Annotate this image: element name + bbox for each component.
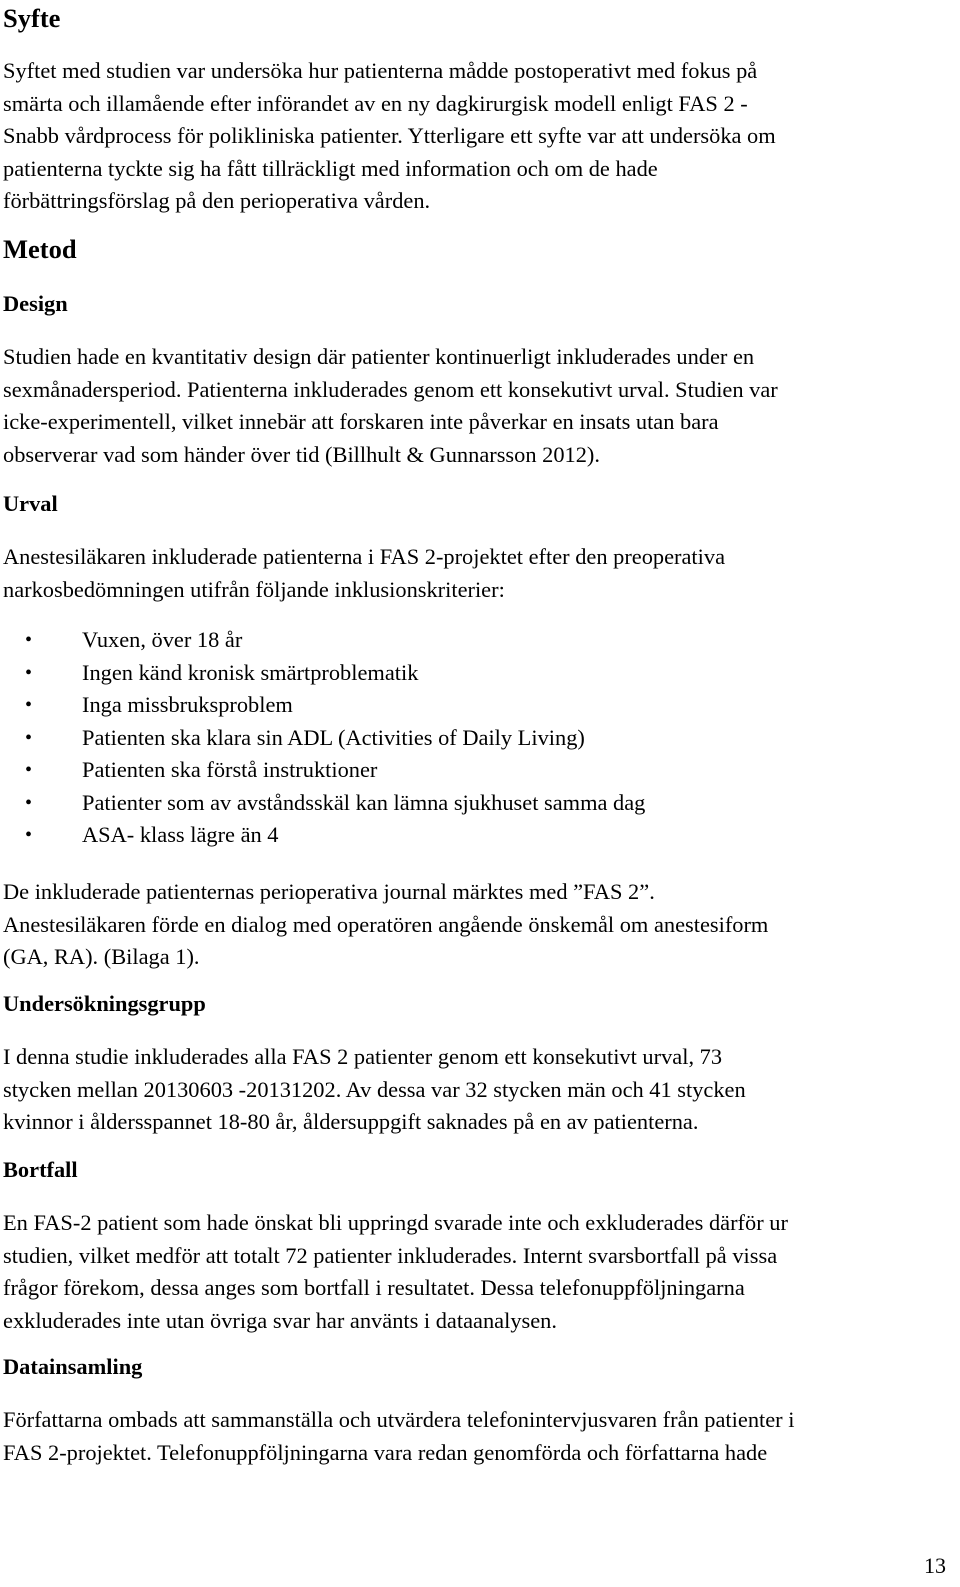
list-item — [3, 689, 953, 722]
text-line: (GA, RA). (Bilaga 1). — [3, 944, 200, 969]
bullet-icon: • — [25, 791, 33, 814]
bullet-icon: • — [25, 726, 33, 749]
text-line: I denna studie inkluderades alla FAS 2 patienter genom ett konsekutivt urval, 73 — [3, 1044, 723, 1069]
text-line: narkosbedömningen utifrån följande inklusionskriterier: — [3, 576, 505, 602]
text-line: icke-experimentell, vilket innebär att forskaren inte påverkar en insats utan bara — [3, 409, 719, 434]
text-line: frågor förekom, dessa anges som bortfall i resultatet. Dessa telefonuppföljningarna — [3, 1275, 745, 1300]
section-heading-metod: Metod — [3, 234, 77, 264]
text-line: sexmånadersperiod. Patienterna inkluderades genom ett konsekutivt urval. Studien var — [3, 376, 778, 402]
paragraph-datainsamling — [3, 1404, 953, 1469]
paragraph-journal — [3, 876, 953, 974]
bullet-icon: • — [25, 661, 33, 684]
paragraph-urval — [3, 541, 953, 606]
list-item — [3, 722, 953, 755]
section-heading-undersokningsgrupp: Undersökningsgrupp — [3, 991, 206, 1016]
text-line: observerar vad som händer över tid (Billhult & Gunnarsson 2012). — [3, 441, 600, 467]
list-item — [3, 819, 953, 852]
text-line: kvinnor i åldersspannet 18-80 år, åldersuppgift saknades på en av patienterna. — [3, 1109, 699, 1134]
paragraph-syfte — [3, 55, 953, 218]
text-line: förbättringsförslag på den perioperativa vården. — [3, 188, 431, 213]
text-line: patienterna tyckte sig ha fått tillräckligt med information och om de hade — [3, 155, 658, 181]
list-item — [3, 624, 953, 657]
text-line: stycken mellan 20130603 -20131202. Av dessa var 32 stycken män och 41 stycken — [3, 1076, 746, 1102]
inclusion-criteria-list — [3, 624, 953, 852]
text-line: Anestesiläkaren inkluderade patienterna i FAS 2-projektet efter den preoperativa — [3, 544, 726, 569]
text-line: smärta och illamående efter införandet av en ny dagkirurgisk modell enligt FAS 2 - — [3, 90, 748, 116]
text-line: Författarna ombads att sammanställa och utvärdera telefonintervjusvaren från patienter i — [3, 1407, 795, 1432]
text-line: studien, vilket medför att totalt 72 patienter inkluderades. Internt svarsbortfall på vissa — [3, 1242, 778, 1268]
bullet-icon: • — [25, 694, 33, 716]
criterion-text: Vuxen, över 18 år — [82, 627, 243, 652]
text-line: exkluderades inte utan övriga svar har använts i dataanalysen. — [3, 1307, 557, 1333]
criterion-text: Ingen känd kronisk smärtproblematik — [82, 659, 419, 685]
text-line: Studien hade en kvantitativ design där patienter kontinuerligt inkluderades under en — [3, 344, 755, 369]
text-line: FAS 2-projektet. Telefonuppföljningarna vara redan genomförda och författarna hade — [3, 1439, 768, 1465]
paragraph-design — [3, 341, 953, 471]
text-line: Syftet med studien var undersöka hur patienterna mådde postoperativt med fokus på — [3, 58, 758, 83]
page-number: 13 — [924, 1553, 946, 1578]
section-heading-design: Design — [3, 291, 68, 316]
section-heading-bortfall: Bortfall — [3, 1157, 78, 1182]
bullet-icon: • — [25, 629, 33, 651]
text-line: Anestesiläkaren förde en dialog med operatören angående önskemål om anestesiform — [3, 911, 769, 937]
paragraph-undersokningsgrupp — [3, 1041, 953, 1139]
criterion-text: Inga missbruksproblem — [82, 692, 293, 717]
paragraph-bortfall — [3, 1207, 953, 1337]
section-heading-datainsamling: Datainsamling — [3, 1354, 143, 1379]
section-heading-syfte: Syfte — [3, 3, 61, 33]
criterion-text: ASA- klass lägre än 4 — [82, 822, 279, 847]
criterion-text: Patienten ska förstå instruktioner — [82, 757, 378, 782]
text-line: De inkluderade patienternas perioperativa journal märktes med ”FAS 2”. — [3, 879, 655, 904]
text-line: En FAS-2 patient som hade önskat bli uppringd svarade inte och exkluderades därför ur — [3, 1210, 788, 1235]
section-heading-urval: Urval — [3, 491, 58, 516]
bullet-icon: • — [25, 759, 33, 781]
list-item — [3, 787, 953, 820]
text-line: Snabb vårdprocess för polikliniska patienter. Ytterligare ett syfte var att undersöka om — [3, 123, 776, 148]
bullet-icon: • — [25, 824, 33, 846]
list-item — [3, 754, 953, 787]
criterion-text: Patienten ska klara sin ADL (Activities of Daily Living) — [82, 724, 585, 750]
list-item — [3, 657, 953, 690]
criterion-text: Patienter som av avståndsskäl kan lämna sjukhuset samma dag — [82, 789, 646, 815]
